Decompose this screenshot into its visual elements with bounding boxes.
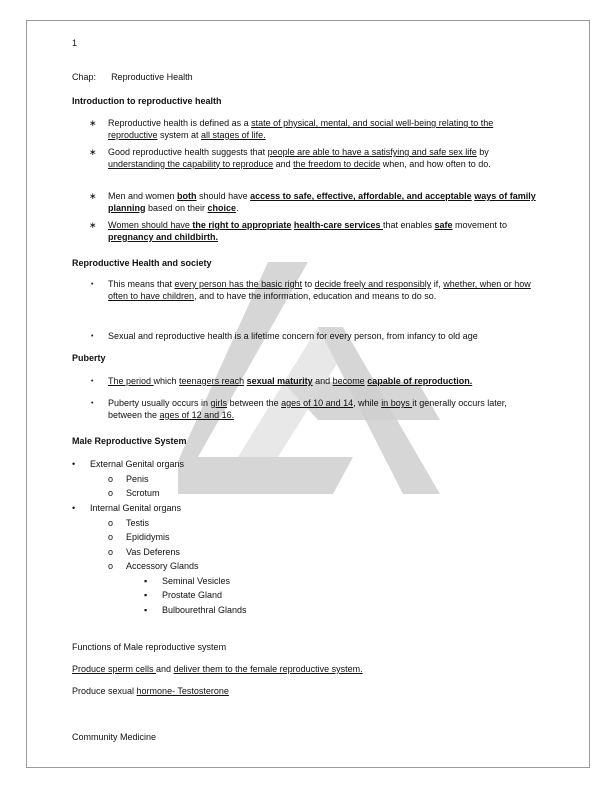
square-bullet-icon: ▪ bbox=[144, 605, 148, 615]
square-bullet-icon: ▪ bbox=[144, 576, 148, 586]
circle-bullet-icon: o bbox=[108, 488, 114, 498]
puberty-item-2: • Puberty usually occurs in girls between the ages of 10 and 14, while in boys it generally occurs later, between the ages of 12 and 16. bbox=[91, 398, 507, 420]
chapter-title: Reproductive Health bbox=[111, 72, 193, 82]
list-item: Testis bbox=[126, 518, 150, 528]
intro-item-2: ∗ Good reproductive health suggests that people are able to have a satisfying and safe sex life by understanding the capability to reproduce and the freedom to decide when, and how often to do. bbox=[89, 147, 491, 169]
list-item: Scrotum bbox=[126, 488, 160, 498]
circle-bullet-icon: o bbox=[108, 561, 114, 571]
internal-organs-label: Internal Genital organs bbox=[90, 503, 182, 513]
star-bullet-icon: ∗ bbox=[89, 147, 97, 157]
chapter-line bbox=[72, 72, 193, 83]
page-number: 1 bbox=[72, 38, 78, 48]
chapter-label: Chap: bbox=[72, 72, 97, 82]
intro-item-3: ∗ Men and women both should have access to safe, effective, affordable, and acceptable ways of family planning based on their choice. bbox=[89, 191, 536, 213]
bullet-icon: • bbox=[91, 378, 94, 385]
star-bullet-icon: ∗ bbox=[89, 191, 97, 201]
square-bullet-icon: ▪ bbox=[144, 590, 148, 600]
bullet-icon: • bbox=[91, 281, 94, 288]
puberty-item-1: • The period which teenagers reach sexual maturity and become capable of reproduction. bbox=[91, 376, 473, 386]
circle-bullet-icon: o bbox=[108, 547, 114, 557]
functions-title: Functions of Male reproductive system bbox=[72, 642, 227, 652]
list-item: Prostate Gland bbox=[162, 590, 223, 600]
functions-line-1: Produce sperm cells and deliver them to the female reproductive system. bbox=[72, 664, 363, 674]
list-item: Epididymis bbox=[126, 532, 170, 542]
footer-text: Community Medicine bbox=[72, 732, 157, 742]
list-item: Penis bbox=[126, 474, 149, 484]
bullet-icon: • bbox=[72, 503, 76, 513]
list-item: Vas Deferens bbox=[126, 547, 180, 557]
star-bullet-icon: ∗ bbox=[89, 118, 97, 128]
society-item-1: • This means that every person has the basic right to decide freely and responsibly if, whether, when or how often to have children, and to have the information, education and means to do so. bbox=[91, 279, 531, 301]
society-heading: Reproductive Health and society bbox=[72, 258, 212, 268]
intro-heading: Introduction to reproductive health bbox=[72, 96, 222, 106]
male-heading: Male Reproductive System bbox=[72, 436, 187, 446]
intro-item-1: ∗ Reproductive health is defined as a state of physical, mental, and social well-being relating to the reproductive system at all stages of life. bbox=[89, 118, 494, 140]
puberty-heading: Puberty bbox=[72, 353, 106, 363]
functions-line-2: Produce sexual hormone- Testosterone bbox=[72, 686, 229, 696]
circle-bullet-icon: o bbox=[108, 474, 114, 484]
circle-bullet-icon: o bbox=[108, 532, 114, 542]
bullet-icon: • bbox=[91, 400, 94, 407]
list-item: Accessory Glands bbox=[126, 561, 199, 571]
society-item-2: • Sexual and reproductive health is a lifetime concern for every person, from infancy to old age bbox=[91, 331, 478, 341]
circle-bullet-icon: o bbox=[108, 518, 114, 528]
bullet-icon: • bbox=[72, 459, 76, 469]
star-bullet-icon: ∗ bbox=[89, 220, 97, 230]
external-organs-label: External Genital organs bbox=[90, 459, 185, 469]
list-item: Bulbourethral Glands bbox=[162, 605, 247, 615]
bullet-icon: • bbox=[91, 333, 94, 340]
intro-item-4: ∗ Women should have the right to appropriate health-care services that enables safe movement to pregnancy and childbirth. bbox=[89, 220, 508, 242]
list-item: Seminal Vesicles bbox=[162, 576, 231, 586]
